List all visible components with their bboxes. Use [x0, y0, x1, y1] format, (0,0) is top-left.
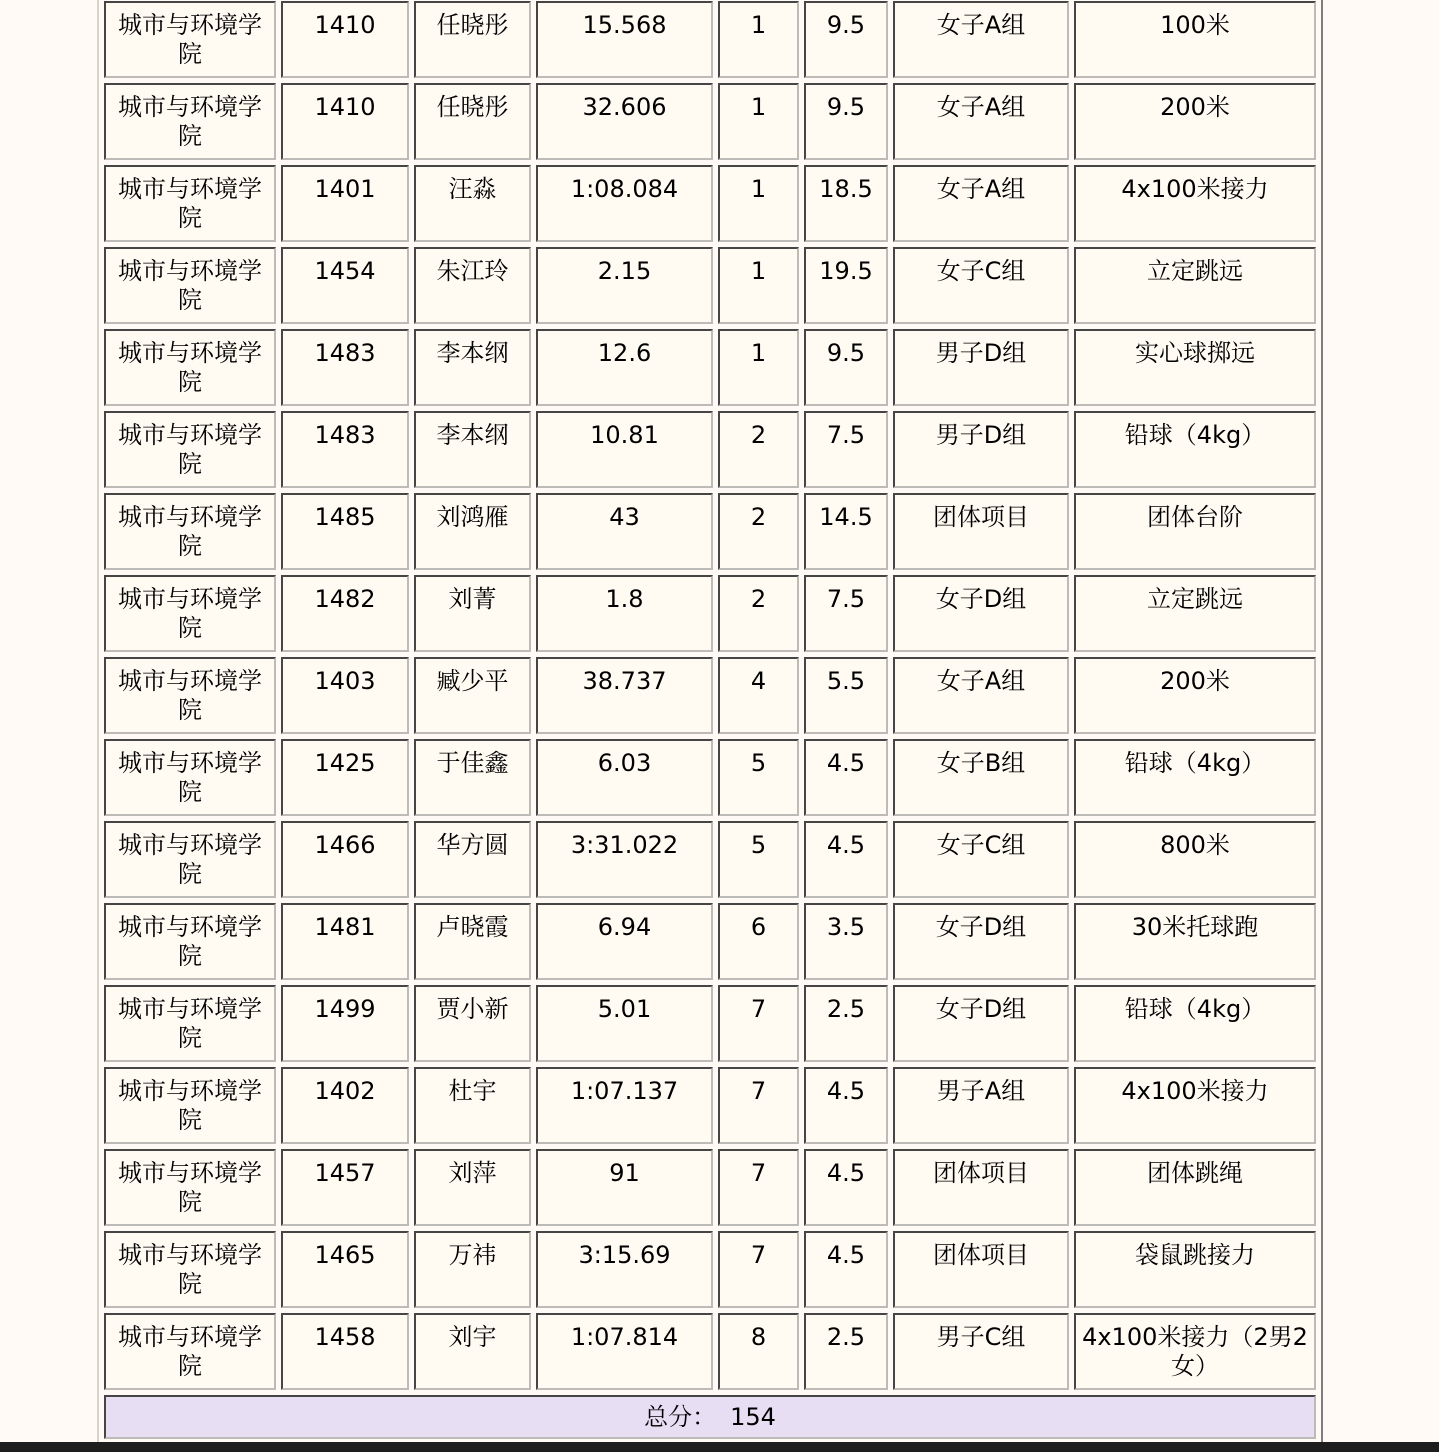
total-label: 总分： [644, 1402, 717, 1431]
cell-points: 4.5 [804, 1149, 888, 1226]
cell-group: 女子C组 [893, 247, 1069, 324]
cell-college: 城市与环境学院 [104, 247, 276, 324]
cell-event: 200米 [1074, 657, 1316, 734]
cell-result: 6.94 [536, 903, 713, 980]
cell-athlete-id: 1425 [281, 739, 409, 816]
cell-group: 女子A组 [893, 165, 1069, 242]
cell-athlete-name: 汪淼 [414, 165, 531, 242]
cell-points: 4.5 [804, 739, 888, 816]
cell-points: 3.5 [804, 903, 888, 980]
cell-athlete-name: 贾小新 [414, 985, 531, 1062]
cell-event: 800米 [1074, 821, 1316, 898]
table-row [104, 739, 1316, 816]
cell-points: 9.5 [804, 329, 888, 406]
cell-rank: 7 [718, 1149, 799, 1226]
cell-athlete-id: 1454 [281, 247, 409, 324]
cell-points: 7.5 [804, 411, 888, 488]
cell-result: 91 [536, 1149, 713, 1226]
cell-rank: 5 [718, 821, 799, 898]
table-row [104, 985, 1316, 1062]
cell-points: 4.5 [804, 1067, 888, 1144]
cell-group: 团体项目 [893, 1231, 1069, 1308]
cell-points: 4.5 [804, 821, 888, 898]
results-table [97, 0, 1323, 1446]
cell-rank: 8 [718, 1313, 799, 1390]
cell-rank: 1 [718, 83, 799, 160]
cell-event: 200米 [1074, 83, 1316, 160]
cell-athlete-name: 李本纲 [414, 411, 531, 488]
cell-result: 15.568 [536, 1, 713, 78]
cell-athlete-id: 1483 [281, 411, 409, 488]
cell-rank: 4 [718, 657, 799, 734]
cell-athlete-name: 刘萍 [414, 1149, 531, 1226]
table-row [104, 165, 1316, 242]
cell-college: 城市与环境学院 [104, 83, 276, 160]
cell-athlete-name: 李本纲 [414, 329, 531, 406]
cell-group: 女子D组 [893, 985, 1069, 1062]
table-row [104, 247, 1316, 324]
cell-athlete-name: 于佳鑫 [414, 739, 531, 816]
table-row [104, 903, 1316, 980]
cell-event: 袋鼠跳接力 [1074, 1231, 1316, 1308]
cell-points: 7.5 [804, 575, 888, 652]
table-row [104, 1149, 1316, 1226]
cell-athlete-name: 臧少平 [414, 657, 531, 734]
cell-points: 5.5 [804, 657, 888, 734]
cell-points: 2.5 [804, 1313, 888, 1390]
cell-result: 43 [536, 493, 713, 570]
cell-group: 男子C组 [893, 1313, 1069, 1390]
cell-athlete-id: 1402 [281, 1067, 409, 1144]
cell-rank: 5 [718, 739, 799, 816]
cell-rank: 1 [718, 329, 799, 406]
cell-athlete-id: 1403 [281, 657, 409, 734]
cell-group: 女子A组 [893, 83, 1069, 160]
cell-result: 10.81 [536, 411, 713, 488]
cell-college: 城市与环境学院 [104, 329, 276, 406]
cell-result: 12.6 [536, 329, 713, 406]
cell-group: 女子A组 [893, 657, 1069, 734]
cell-athlete-id: 1401 [281, 165, 409, 242]
cell-rank: 1 [718, 247, 799, 324]
total-row [104, 1395, 1316, 1439]
cell-result: 1:08.084 [536, 165, 713, 242]
cell-athlete-name: 任晓彤 [414, 1, 531, 78]
cell-event: 立定跳远 [1074, 247, 1316, 324]
cell-event: 团体台阶 [1074, 493, 1316, 570]
cell-group: 女子D组 [893, 903, 1069, 980]
cell-rank: 7 [718, 985, 799, 1062]
cell-event: 4x100米接力 [1074, 1067, 1316, 1144]
cell-result: 38.737 [536, 657, 713, 734]
cell-college: 城市与环境学院 [104, 657, 276, 734]
table-row [104, 1313, 1316, 1390]
cell-college: 城市与环境学院 [104, 1067, 276, 1144]
cell-college: 城市与环境学院 [104, 1149, 276, 1226]
cell-group: 女子D组 [893, 575, 1069, 652]
cell-group: 男子D组 [893, 329, 1069, 406]
cell-event: 立定跳远 [1074, 575, 1316, 652]
cell-college: 城市与环境学院 [104, 903, 276, 980]
cell-points: 9.5 [804, 83, 888, 160]
total-cell [104, 1395, 1316, 1439]
cell-athlete-id: 1481 [281, 903, 409, 980]
cell-result: 1:07.137 [536, 1067, 713, 1144]
table-row [104, 657, 1316, 734]
cell-athlete-id: 1410 [281, 1, 409, 78]
cell-rank: 6 [718, 903, 799, 980]
cell-rank: 7 [718, 1067, 799, 1144]
cell-athlete-id: 1499 [281, 985, 409, 1062]
cell-athlete-id: 1485 [281, 493, 409, 570]
cell-result: 3:15.69 [536, 1231, 713, 1308]
cell-group: 男子D组 [893, 411, 1069, 488]
cell-athlete-name: 任晓彤 [414, 83, 531, 160]
cell-points: 18.5 [804, 165, 888, 242]
cell-rank: 2 [718, 493, 799, 570]
table-row [104, 493, 1316, 570]
table-row [104, 1231, 1316, 1308]
cell-result: 32.606 [536, 83, 713, 160]
cell-event: 铅球（4kg） [1074, 739, 1316, 816]
cell-rank: 1 [718, 165, 799, 242]
cell-event: 实心球掷远 [1074, 329, 1316, 406]
cell-group: 团体项目 [893, 1149, 1069, 1226]
cell-group: 女子C组 [893, 821, 1069, 898]
table-row [104, 1067, 1316, 1144]
cell-result: 1.8 [536, 575, 713, 652]
table-row [104, 411, 1316, 488]
bottom-bar [0, 1442, 1439, 1452]
cell-group: 女子A组 [893, 1, 1069, 78]
table-row [104, 329, 1316, 406]
cell-college: 城市与环境学院 [104, 739, 276, 816]
cell-athlete-name: 朱江玲 [414, 247, 531, 324]
cell-event: 100米 [1074, 1, 1316, 78]
cell-athlete-id: 1466 [281, 821, 409, 898]
cell-college: 城市与环境学院 [104, 493, 276, 570]
cell-result: 3:31.022 [536, 821, 713, 898]
cell-points: 19.5 [804, 247, 888, 324]
cell-event: 团体跳绳 [1074, 1149, 1316, 1226]
cell-result: 6.03 [536, 739, 713, 816]
cell-group: 女子B组 [893, 739, 1069, 816]
cell-rank: 2 [718, 411, 799, 488]
cell-college: 城市与环境学院 [104, 1, 276, 78]
results-table-body [104, 1, 1316, 1390]
cell-event: 4x100米接力（2男2女） [1074, 1313, 1316, 1390]
cell-college: 城市与环境学院 [104, 165, 276, 242]
cell-result: 5.01 [536, 985, 713, 1062]
cell-event: 4x100米接力 [1074, 165, 1316, 242]
cell-athlete-name: 刘鸿雁 [414, 493, 531, 570]
table-row [104, 821, 1316, 898]
cell-rank: 1 [718, 1, 799, 78]
cell-athlete-id: 1465 [281, 1231, 409, 1308]
cell-athlete-name: 刘宇 [414, 1313, 531, 1390]
cell-athlete-id: 1410 [281, 83, 409, 160]
cell-college: 城市与环境学院 [104, 575, 276, 652]
cell-rank: 7 [718, 1231, 799, 1308]
cell-athlete-name: 刘菁 [414, 575, 531, 652]
table-row [104, 1, 1316, 78]
table-row [104, 575, 1316, 652]
cell-athlete-name: 卢晓霞 [414, 903, 531, 980]
cell-college: 城市与环境学院 [104, 821, 276, 898]
cell-group: 团体项目 [893, 493, 1069, 570]
cell-college: 城市与环境学院 [104, 1313, 276, 1390]
cell-athlete-id: 1483 [281, 329, 409, 406]
total-value: 154 [730, 1402, 776, 1431]
cell-college: 城市与环境学院 [104, 1231, 276, 1308]
cell-athlete-name: 万祎 [414, 1231, 531, 1308]
cell-event: 铅球（4kg） [1074, 985, 1316, 1062]
cell-result: 2.15 [536, 247, 713, 324]
cell-athlete-id: 1457 [281, 1149, 409, 1226]
cell-group: 男子A组 [893, 1067, 1069, 1144]
cell-result: 1:07.814 [536, 1313, 713, 1390]
cell-athlete-name: 杜宇 [414, 1067, 531, 1144]
cell-athlete-id: 1458 [281, 1313, 409, 1390]
cell-college: 城市与环境学院 [104, 985, 276, 1062]
cell-rank: 2 [718, 575, 799, 652]
cell-points: 14.5 [804, 493, 888, 570]
cell-athlete-id: 1482 [281, 575, 409, 652]
table-row [104, 83, 1316, 160]
cell-college: 城市与环境学院 [104, 411, 276, 488]
cell-event: 铅球（4kg） [1074, 411, 1316, 488]
cell-points: 9.5 [804, 1, 888, 78]
cell-points: 4.5 [804, 1231, 888, 1308]
cell-event: 30米托球跑 [1074, 903, 1316, 980]
cell-athlete-name: 华方圆 [414, 821, 531, 898]
cell-points: 2.5 [804, 985, 888, 1062]
